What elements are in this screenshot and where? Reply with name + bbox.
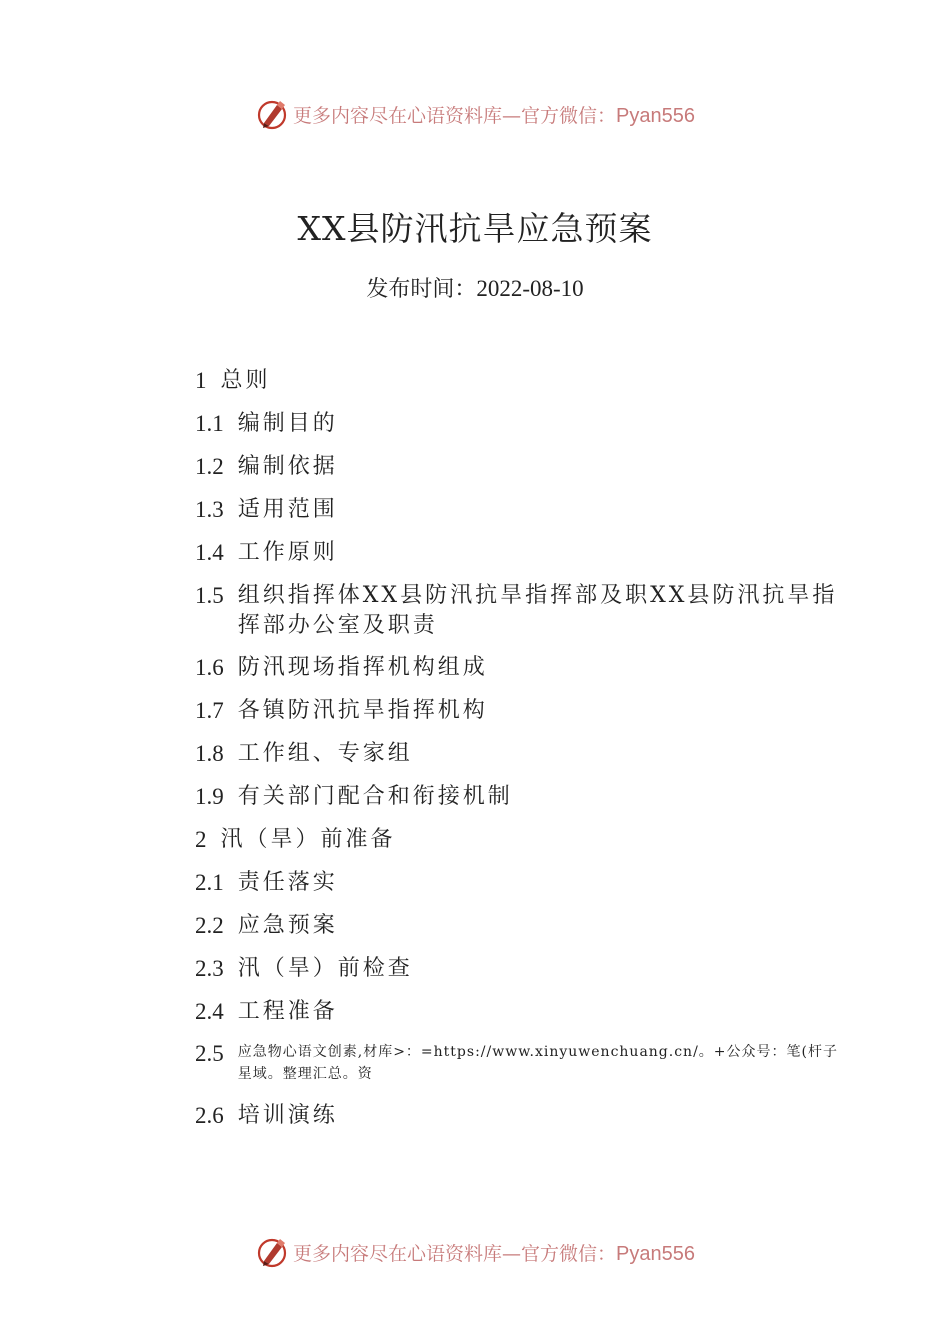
toc-item	[195, 739, 845, 769]
toc-item	[195, 452, 845, 482]
toc-text: 适用范围	[237, 497, 338, 522]
toc-item	[195, 366, 845, 396]
toc-text: 汛（旱）前准备	[220, 827, 396, 852]
toc-number: 1.3	[195, 497, 224, 522]
toc-text: 应急预案	[237, 913, 338, 938]
toc-number: 1.2	[195, 454, 224, 479]
banner-slogan: 更多内容尽在心语资料库—官方微信：	[293, 1242, 617, 1265]
publish-date-line	[0, 272, 950, 303]
toc-number: 2.1	[195, 870, 224, 895]
toc-item	[195, 581, 845, 641]
toc-number: 2.3	[195, 956, 224, 981]
toc-item	[195, 997, 845, 1027]
toc-number: 1.4	[195, 540, 224, 565]
banner-text	[293, 1239, 695, 1266]
toc-number: 1.8	[195, 741, 224, 766]
toc-text: 各镇防汛抗旱指挥机构	[237, 698, 488, 723]
toc-number: 2	[195, 827, 207, 852]
toc-text: 编制依据	[237, 454, 338, 479]
toc-number: 2.2	[195, 913, 224, 938]
header-banner	[0, 92, 950, 136]
toc-text: 有关部门配合和衔接机制	[237, 784, 513, 809]
toc-number: 1.9	[195, 784, 224, 809]
toc-text: 工作组、专家组	[237, 741, 413, 766]
toc-text: 培训演练	[237, 1103, 338, 1128]
footer-banner	[0, 1230, 950, 1274]
pen-logo-icon	[255, 1235, 289, 1269]
banner-wechat-id: Pyan556	[616, 104, 695, 127]
toc-text: 组织指挥体XX县防汛抗旱指挥部及职XX县防汛抗旱指挥部办公室及职责	[237, 583, 838, 638]
toc-number: 1.5	[195, 583, 224, 608]
toc-text: 汛（旱）前检查	[237, 956, 413, 981]
publish-date: 2022-08-10	[476, 276, 584, 301]
toc-item	[195, 1101, 845, 1131]
publish-label: 发布时间：	[366, 277, 477, 302]
toc-item	[195, 954, 845, 984]
toc-number: 1	[195, 368, 207, 393]
toc-number: 1.6	[195, 655, 224, 680]
toc-text: 工程准备	[237, 999, 338, 1024]
toc-text: 应急物心语文创素,材库>：=https://www.xinyuwenchuang.cn/。+公众号：笔(杆子星域。整理汇总。资	[237, 1044, 838, 1082]
toc-item	[195, 868, 845, 898]
toc-text: 工作原则	[237, 540, 338, 565]
toc-number: 2.5	[195, 1041, 224, 1066]
toc-item	[195, 409, 845, 439]
toc-number: 1.1	[195, 411, 224, 436]
pen-logo-icon	[255, 97, 289, 131]
document-title: XX县防汛抗旱应急预案	[297, 209, 653, 248]
toc-item	[195, 538, 845, 568]
table-of-contents	[195, 366, 845, 1131]
toc-text: 总则	[220, 368, 271, 393]
toc-text: 责任落实	[237, 870, 338, 895]
toc-item	[195, 911, 845, 941]
toc-item	[195, 825, 845, 855]
toc-number: 2.6	[195, 1103, 224, 1128]
toc-item	[195, 782, 845, 812]
toc-item	[195, 495, 845, 525]
toc-number: 1.7	[195, 698, 224, 723]
toc-text: 防汛现场指挥机构组成	[237, 655, 488, 680]
toc-number: 2.4	[195, 999, 224, 1024]
toc-text: 编制目的	[237, 411, 338, 436]
toc-item	[195, 1039, 845, 1085]
toc-item	[195, 696, 845, 726]
banner-wechat-id: Pyan556	[616, 1242, 695, 1265]
banner-slogan: 更多内容尽在心语资料库—官方微信：	[293, 104, 617, 127]
toc-item	[195, 653, 845, 683]
banner-text	[293, 101, 695, 128]
